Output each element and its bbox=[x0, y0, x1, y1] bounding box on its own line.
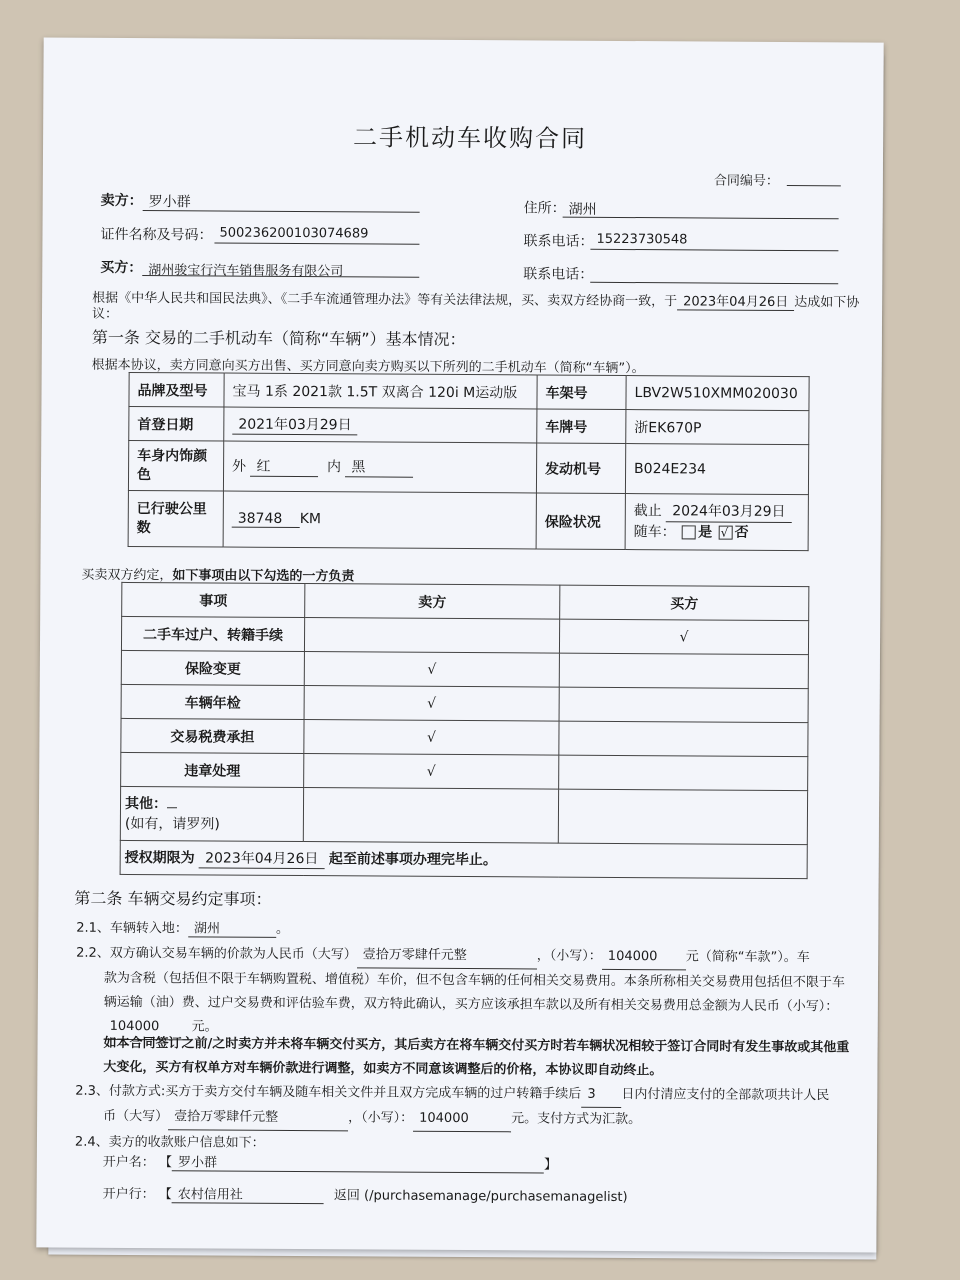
buyer-phone-line bbox=[590, 282, 838, 285]
seller-address-line bbox=[563, 217, 839, 220]
buyer-label: 买方： bbox=[100, 259, 143, 277]
price-number: 104000 bbox=[602, 945, 686, 971]
vin-label: 车架号 bbox=[537, 375, 626, 410]
article-1-subtitle: 根据本协议，卖方同意向买方出售、买方同意向卖方购买以下所列的二手机动车（简称“车辆”）。 bbox=[91, 357, 645, 377]
bank-label: 开户行： bbox=[102, 1186, 155, 1203]
table-row bbox=[121, 650, 808, 688]
mileage-unit: KM bbox=[299, 511, 322, 528]
clause-2-4: 2.4、卖方的收款账户信息如下： bbox=[74, 1134, 265, 1151]
yes-label: 是 bbox=[698, 524, 713, 541]
reg-date-value: 2021年03月29日 bbox=[232, 414, 357, 436]
payment-number: 104000 bbox=[413, 1107, 511, 1133]
yes-checkbox[interactable] bbox=[682, 525, 696, 539]
duty-other-label: 其他： bbox=[124, 795, 168, 812]
duty-other-row bbox=[120, 786, 807, 844]
contract-no-field bbox=[787, 185, 841, 186]
payment-words: 壹拾万零肆仟元整 bbox=[168, 1105, 348, 1131]
bank-name: 农村信用社 bbox=[172, 1183, 324, 1204]
page-title: 二手机动车收购合同 bbox=[353, 123, 588, 153]
duty-buyer-mark bbox=[559, 653, 808, 689]
duty-seller-mark: √ bbox=[304, 686, 559, 722]
article-2-title: 第二条 车辆交易约定事项： bbox=[74, 888, 272, 909]
duty-buyer-mark bbox=[559, 687, 808, 723]
total-amount: 104000 bbox=[104, 1015, 192, 1041]
duty-seller-mark: √ bbox=[304, 652, 559, 688]
insurance-until-label: 截止 bbox=[633, 503, 662, 520]
vehicle-info-table bbox=[128, 372, 810, 551]
duty-buyer-mark bbox=[559, 755, 808, 791]
outer-color-value: 红 bbox=[250, 456, 318, 477]
duty-item: 交易税费承担 bbox=[121, 718, 304, 753]
seller-address-label: 住所： bbox=[523, 200, 566, 217]
duty-item: 车辆年检 bbox=[121, 684, 304, 719]
outer-color-label: 外 bbox=[232, 458, 247, 475]
table-row bbox=[121, 684, 808, 722]
period-label: 授权期限为 bbox=[124, 849, 195, 867]
inner-color-label: 内 bbox=[326, 459, 342, 476]
duty-buyer-mark bbox=[559, 721, 808, 757]
plate-label: 车牌号 bbox=[537, 409, 626, 444]
engine-value: B024E234 bbox=[625, 444, 808, 495]
duty-seller-mark bbox=[304, 618, 559, 654]
buyer-phone-label: 联系电话： bbox=[523, 266, 594, 283]
no-checkbox[interactable] bbox=[719, 526, 733, 540]
insurance-until-date: 2024年03月29日 bbox=[666, 501, 791, 523]
duty-item: 二手车过户、转籍手续 bbox=[121, 616, 304, 651]
inner-color-value: 黑 bbox=[345, 456, 413, 477]
insurance-with-label: 随车： bbox=[633, 524, 676, 541]
price-words: 壹拾万零肆仟元整 bbox=[357, 943, 537, 969]
buyer-name: 湖州骏宝行汽车销售服务有限公司 bbox=[148, 263, 344, 280]
article-1-title: 第一条 交易的二手机动车（简称“车辆”）基本情况： bbox=[91, 327, 466, 350]
period-tail: 起至前述事项办理完毕止。 bbox=[328, 851, 497, 869]
period-date: 2023年04月26日 bbox=[199, 847, 324, 869]
id-number: 500236200103074689 bbox=[219, 225, 369, 242]
bank-row: 开户行： 【 农村信用社 返回 (/purchasemanage/purchasemanagelist) bbox=[103, 1183, 628, 1206]
reg-date-cell bbox=[224, 407, 537, 443]
seller-phone-line bbox=[590, 249, 838, 252]
table-row bbox=[121, 752, 808, 790]
clause-2-1: 2.1、车辆转入地： 湖州 。 bbox=[76, 917, 289, 938]
table-row bbox=[121, 718, 808, 756]
intro-text: 根据《中华人民共和国民法典》、《二手车流通管理办法》等有关法律法规，买、卖双方经协商一致，于 2023年04月26日 达成如下协 bbox=[92, 290, 860, 311]
reg-date-label: 首登日期 bbox=[129, 406, 224, 441]
color-cell bbox=[223, 441, 536, 493]
duty-buyer-mark: √ bbox=[559, 619, 808, 655]
payment-days: 3 bbox=[581, 1083, 621, 1108]
duty-table bbox=[120, 582, 810, 879]
duty-header-seller: 卖方 bbox=[305, 584, 560, 620]
table-row bbox=[121, 616, 808, 654]
clause-2-3: 2.3、付款方式:买方于卖方交付车辆及随车相关文件并且双方完成车辆的过户转籍手续后 3 日内付清应支付的全部款项共计人民 币（大写） 壹拾万零肆仟元整 ，（小写）： 104000 元。支付方式为汇款。 bbox=[75, 1080, 855, 1135]
contract-page bbox=[36, 37, 883, 1252]
plate-value: 浙EK670P bbox=[626, 410, 809, 445]
id-label: 证件名称及号码： bbox=[100, 226, 213, 244]
account-name: 罗小群 bbox=[172, 1151, 544, 1173]
duty-seller-mark: √ bbox=[304, 720, 559, 756]
intro-text-end: 议： bbox=[91, 306, 119, 322]
id-number-line bbox=[214, 242, 419, 244]
seller-name-line bbox=[143, 210, 420, 213]
mileage-value: 38748 bbox=[232, 511, 300, 528]
insurance-cell bbox=[625, 494, 808, 551]
seller-address: 湖州 bbox=[568, 201, 597, 218]
brand-label: 品牌及型号 bbox=[129, 372, 224, 407]
duty-seller-mark: √ bbox=[304, 754, 559, 790]
duty-other-seller bbox=[303, 788, 558, 844]
no-label: 否 bbox=[734, 524, 749, 541]
duty-other-buyer bbox=[558, 789, 807, 845]
duty-intro: 买卖双方约定，如下事项由以下勾选的一方负责 bbox=[81, 567, 355, 585]
duty-header-buyer: 买方 bbox=[560, 585, 809, 621]
duty-item: 保险变更 bbox=[121, 650, 304, 685]
no-check-mark: √ bbox=[720, 525, 729, 540]
brand-value: 宝马 1系 2021款 1.5T 双离合 120i M运动版 bbox=[224, 373, 537, 409]
duty-header-item: 事项 bbox=[122, 582, 305, 617]
seller-phone: 15223730548 bbox=[596, 231, 688, 248]
vin-value: LBV2W510XMM020030 bbox=[626, 376, 809, 411]
insurance-label: 保险状况 bbox=[536, 493, 625, 550]
transfer-location: 湖州 bbox=[188, 917, 276, 938]
duty-other-note: (如有，请罗列) bbox=[124, 815, 220, 833]
engine-label: 发动机号 bbox=[536, 443, 625, 494]
duty-period-row bbox=[120, 840, 807, 878]
clause-2-2: 2.2、双方确认交易车辆的价款为人民币（大写） 壹拾万零肆仟元整 ，（小写）： 104000 元（简称“车款”）。车 款为含税（包括但不限于车辆购置税、增值税）车价，但不包含车辆的任何相关交易费用。本条所称相关交易费用包括但不限于车 辆运输（油）费、过户交易费和评估验车费，双方特此确认，买方应该承担车款以及所有相关交易费用总金额为人民币（小写）： 104000 元。 bbox=[76, 942, 857, 1045]
contract-no-label: 合同编号： bbox=[713, 173, 779, 189]
color-label: 车身内饰颜色 bbox=[128, 440, 223, 491]
account-name-label: 开户名： bbox=[102, 1154, 155, 1171]
adjustment-clause: 如本合同签订之前/之时卖方并未将车辆交付买方，其后卖方在将车辆交付买方时若车辆状况相较于签订合同时有发生事故或其他重 大变化，买方有权单方对车辆价款进行调整，如卖方不同意该调整后的价格，本协议即自动终止。 bbox=[103, 1035, 850, 1079]
back-link[interactable]: 返回 (/purchasemanage/purchasemanagelist) bbox=[333, 1188, 628, 1206]
seller-phone-label: 联系电话： bbox=[523, 233, 594, 250]
account-name-row: 开户名： 【 罗小群 】 bbox=[103, 1151, 557, 1174]
mileage-label: 已行驶公里数 bbox=[128, 490, 223, 547]
seller-label: 卖方： bbox=[100, 192, 143, 210]
seller-name: 罗小群 bbox=[148, 194, 191, 211]
duty-other-cell bbox=[120, 786, 303, 841]
intro-date: 2023年04月26日 bbox=[677, 290, 794, 311]
mileage-cell bbox=[223, 491, 536, 549]
duty-item: 违章处理 bbox=[121, 752, 304, 787]
